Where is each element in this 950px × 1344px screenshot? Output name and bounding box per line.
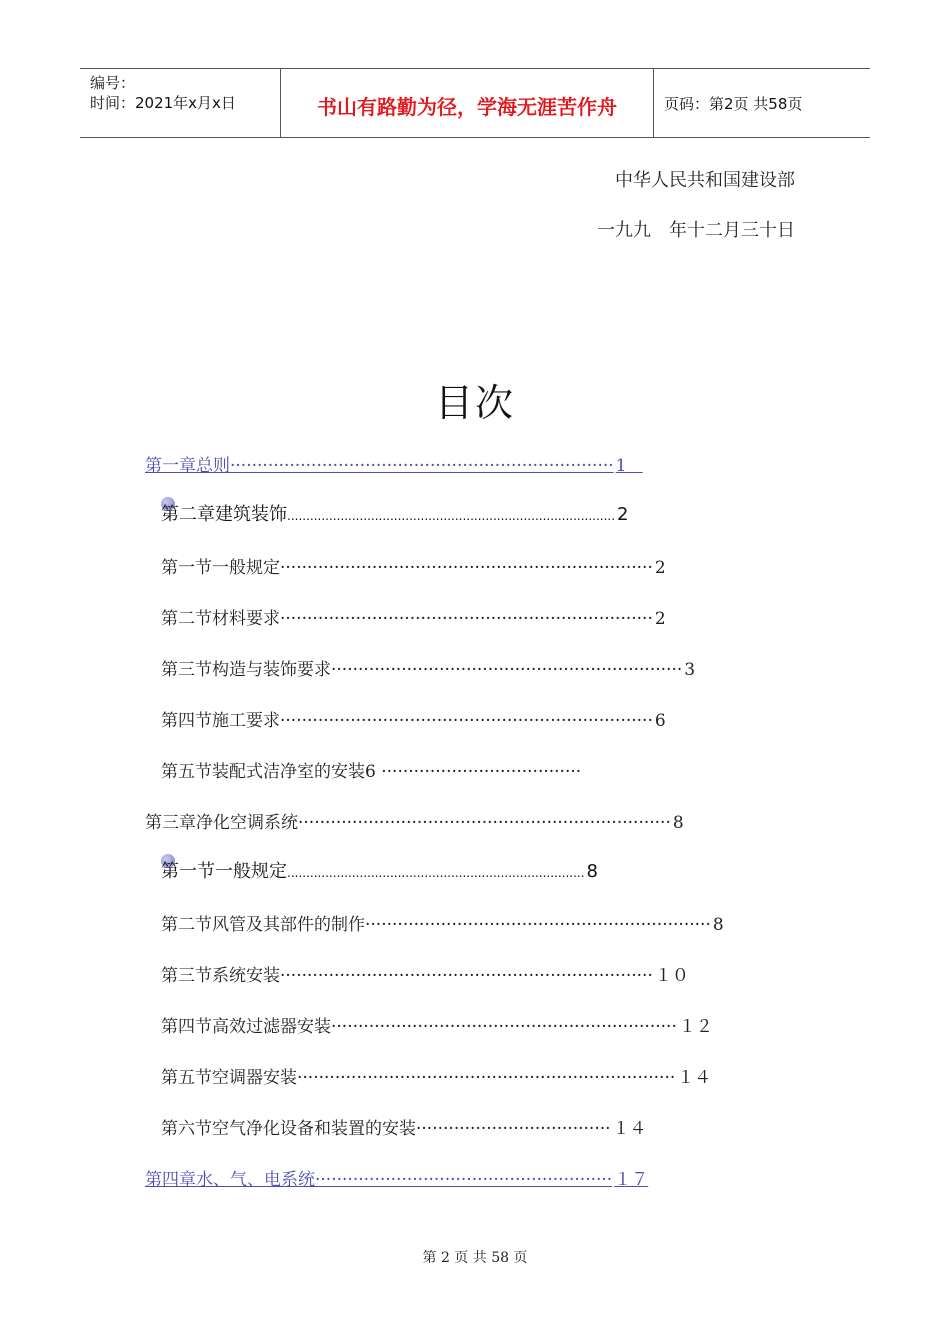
toc-entry-text: 第四节高效过滤器安装 [161, 1017, 331, 1037]
toc-entry-chapter-4[interactable] [145, 1165, 648, 1190]
toc-entry-ch2-sec2 [161, 604, 666, 629]
toc-entry-text: 第二节风管及其部件的制作 [161, 915, 365, 935]
toc-entry-ch2-sec1 [161, 553, 666, 578]
toc-entry-ch3-sec3 [161, 961, 689, 986]
header-motto-cell [281, 69, 654, 137]
toc-page-number: 8 [712, 915, 724, 935]
toc-title: 目次 [434, 381, 515, 425]
toc-leader-dots: ······················································· [315, 1170, 613, 1190]
toc-page-number: 2 [654, 558, 666, 578]
header-meta-cell [80, 69, 281, 137]
toc-page-number: １４ [612, 1119, 647, 1139]
toc-page-number: 8 [586, 861, 598, 882]
toc-page-number: 2 [617, 504, 629, 525]
header-page-cell [654, 69, 870, 137]
page-info: 页码：第2页 共58页 [664, 95, 803, 113]
motto-text: 书山有路勤为径，学海无涯苦作舟 [317, 95, 617, 119]
page-footer: 第 2 页 共 58 页 [422, 1250, 528, 1266]
toc-entry-ch3-sec5 [161, 1063, 711, 1088]
toc-entry-text: 第一节一般规定 [161, 861, 287, 882]
toc-entry-ch2-sec3 [161, 655, 695, 680]
toc-entry-ch3-sec4 [161, 1012, 713, 1037]
toc-leader-dots: ································································ [365, 915, 711, 935]
toc-leader-dots: ...................................................................................... [287, 509, 616, 523]
toc-entry-chapter-2 [161, 500, 629, 526]
toc-leader-dots: ······································································· [230, 456, 614, 476]
toc-entry-ch2-sec5 [161, 757, 581, 782]
toc-entry-text: 第一节一般规定 [161, 558, 280, 578]
toc-entry-chapter-3 [145, 808, 684, 833]
issuing-organization: 中华人民共和国建设部 [615, 170, 795, 191]
toc-entry-ch2-sec4 [161, 706, 666, 731]
toc-entry-text: 第三节构造与装饰要求 [161, 660, 331, 680]
toc-page-number: 8 [672, 813, 684, 833]
toc-leader-dots: ······································································ [297, 1068, 676, 1088]
toc-entry-chapter-1[interactable] [145, 451, 643, 476]
toc-leader-dots: ····································· [381, 762, 582, 782]
time-label: 时间：2021年x月x日 [90, 94, 236, 112]
toc-leader-dots: ································································· [331, 660, 683, 680]
toc-page-number: 3 [684, 660, 696, 680]
number-label: 编号： [90, 74, 136, 92]
toc-leader-dots: ····································································· [298, 813, 671, 833]
toc-leader-dots: ····································································· [280, 558, 653, 578]
toc-leader-dots: ···································· [416, 1119, 611, 1139]
toc-entry-text: 第五节装配式洁净室的安装6 [161, 762, 376, 782]
toc-entry-text: 第二节材料要求 [161, 609, 280, 629]
toc-entry-ch3-sec1 [161, 857, 598, 883]
toc-entry-text: 第四章水、气、电系统 [145, 1170, 315, 1190]
toc-page-number: 2 [654, 609, 666, 629]
toc-entry-text: 第六节空气净化设备和装置的安装 [161, 1119, 416, 1139]
issue-date: 一九九 年十二月三十日 [597, 220, 795, 241]
toc-page-number: 6 [654, 711, 666, 731]
toc-leader-dots: ····································································· [280, 966, 653, 986]
toc-entry-ch3-sec6 [161, 1114, 647, 1139]
document-header [80, 68, 870, 138]
toc-entry-ch3-sec2 [161, 910, 724, 935]
toc-entry-text: 第一章总则 [145, 456, 230, 476]
toc-leader-dots: ································································ [331, 1017, 677, 1037]
toc-leader-dots: .............................................................................. [287, 866, 585, 880]
toc-entry-text: 第三章净化空调系统 [145, 813, 298, 833]
toc-entry-text: 第三节系统安装 [161, 966, 280, 986]
toc-page-number: １７ [614, 1170, 649, 1190]
toc-page-number: １４ [677, 1068, 712, 1088]
toc-entry-text: 第四节施工要求 [161, 711, 280, 731]
toc-entry-text: 第五节空调器安装 [161, 1068, 297, 1088]
toc-leader-dots: ····································································· [280, 711, 653, 731]
toc-entry-text: 第二章建筑装饰 [161, 504, 287, 525]
toc-leader-dots: ····································································· [280, 609, 653, 629]
toc-page-number: 1 [615, 456, 627, 476]
toc-page-number: １２ [678, 1017, 713, 1037]
toc-page-number: １０ [654, 966, 689, 986]
